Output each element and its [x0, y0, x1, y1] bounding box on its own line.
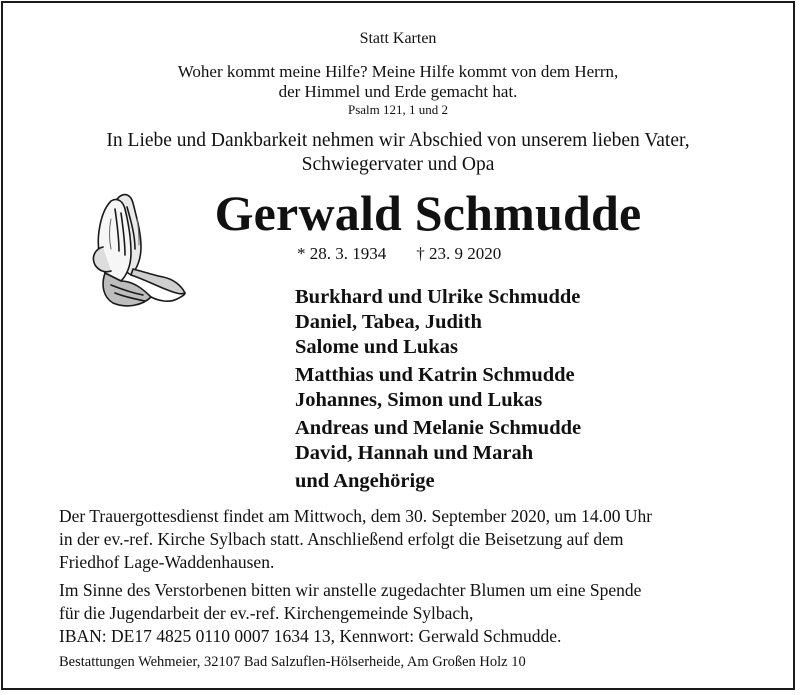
family-line: und Angehörige: [295, 470, 435, 492]
obituary-notice: [1, 1, 795, 690]
intro-line-2: Schwiegervater und Opa: [301, 154, 495, 175]
family-line: Burkhard und Ulrike Schmudde: [295, 286, 581, 308]
intro-text: [3, 129, 793, 177]
family-group: [295, 285, 581, 360]
family-group: [295, 469, 581, 494]
service-line-1: Der Trauergottesdienst findet am Mittwoch, dem 30. September 2020, um 14.00 Uhr: [59, 506, 653, 526]
family-line: Matthias und Katrin Schmudde: [295, 364, 575, 386]
header-text: Statt Karten: [359, 30, 437, 47]
donation-line-3: IBAN: DE17 4825 0110 0007 1634 13, Kennwort: Gerwald Schmudde.: [59, 626, 562, 646]
service-line-3: Friedhof Lage-Waddenhausen.: [59, 552, 275, 572]
funeral-home-footer: Bestattungen Wehmeier, 32107 Bad Salzuflen-Hölserheide, Am Großen Holz 10: [59, 654, 526, 670]
bible-verse: [3, 62, 793, 102]
intro-line-1: In Liebe und Dankbarkeit nehmen wir Abschied von unserem lieben Vater,: [106, 130, 690, 151]
verse-reference: Psalm 121, 1 und 2: [347, 102, 449, 117]
deceased-name: Gerwald Schmudde: [214, 185, 642, 241]
donation-line-1: Im Sinne des Verstorbenen bitten wir anstelle zugedachter Blumen um eine Spende: [59, 580, 642, 600]
family-line: Salome und Lukas: [295, 336, 458, 358]
family-line: David, Hannah und Marah: [295, 442, 534, 464]
life-dates: [297, 244, 531, 264]
family-list: [295, 285, 581, 497]
donation-line-2: für die Jugendarbeit der ev.-ref. Kirchengemeinde Sylbach,: [59, 603, 474, 623]
death-date: † 23. 9 2020: [416, 244, 502, 263]
family-group: [295, 363, 581, 413]
family-line: Johannes, Simon und Lukas: [295, 389, 543, 411]
family-line: Andreas und Melanie Schmudde: [295, 417, 582, 439]
verse-line-1: Woher kommt meine Hilfe? Meine Hilfe kommt von dem Herrn,: [177, 62, 619, 81]
donation-paragraph: [59, 579, 641, 648]
family-group: [295, 416, 581, 466]
service-line-2: in der ev.-ref. Kirche Sylbach statt. Anschließend erfolgt die Beisetzung auf dem: [59, 529, 624, 549]
verse-line-2: der Himmel und Erde gemacht hat.: [278, 82, 518, 101]
family-line: Daniel, Tabea, Judith: [295, 311, 482, 333]
service-paragraph: [59, 505, 652, 574]
birth-date: * 28. 3. 1934: [297, 244, 387, 263]
